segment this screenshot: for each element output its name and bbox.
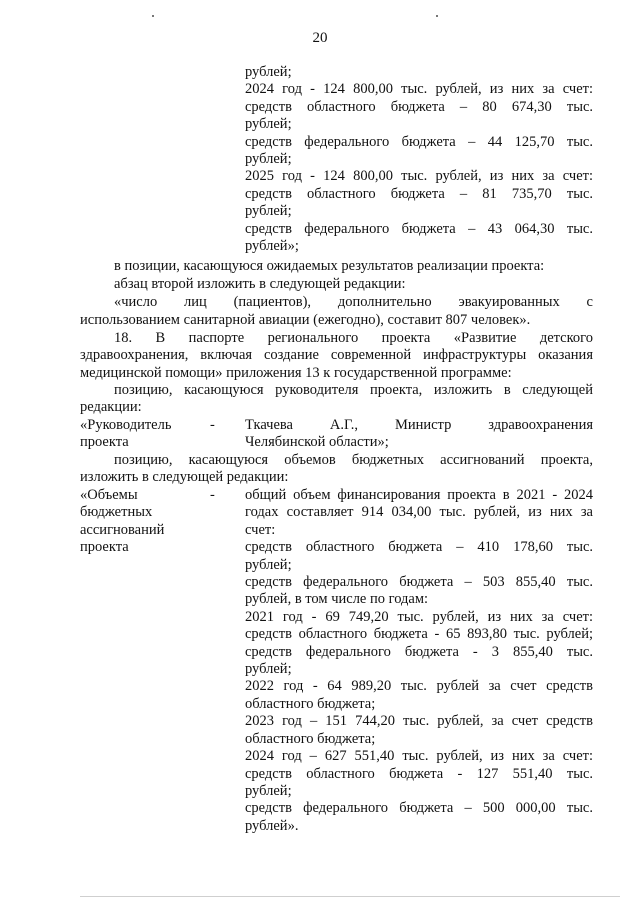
scan-footer-rule (80, 896, 620, 897)
item-18-line: медицинской помощи» приложения 13 к государственной программе: (80, 364, 512, 381)
list-line: средств областного бюджета – 81 735,70 тыс. (245, 185, 593, 202)
volume-line: общий объем финансирования проекта в 2021 - 2024 (245, 487, 593, 503)
list-line: средств федерального бюджета – 44 125,70 тыс. (245, 133, 593, 150)
volume-label-line: проекта (80, 539, 129, 556)
volume-value (245, 487, 593, 835)
head-label (80, 417, 171, 452)
item-18-line: здравоохранения, включая создание современной инфраструктуры оказания (80, 347, 593, 364)
volume-label (80, 487, 164, 557)
volume-line: 2022 год - 64 989,20 тыс. рублей за счет средств (245, 678, 593, 695)
list-line: 2024 год - 124 800,00 тыс. рублей, из них за счет: (245, 81, 593, 98)
volume-label-line: «Объемы (80, 487, 138, 503)
scan-speck (436, 15, 438, 17)
list-line: рублей; (245, 116, 292, 133)
list-line: рублей»; (245, 238, 299, 255)
head-label-line: проекта (80, 434, 129, 451)
volume-label-line: ассигнований (80, 521, 165, 538)
volume-line: областного бюджета; (245, 730, 376, 747)
volume-line: рублей». (245, 817, 299, 834)
volume-line: средств областного бюджета - 127 551,40 тыс. (245, 765, 593, 782)
volume-line: средств областного бюджета - 65 893,80 тыс. рублей; (245, 626, 593, 643)
list-line: средств федерального бюджета – 43 064,30 тыс. (245, 220, 593, 237)
volume-dash: - (210, 487, 215, 503)
scan-speck (152, 15, 154, 17)
quote-line: «число лиц (пациентов), дополнительно эвакуированных с (114, 294, 593, 310)
list-line: 2025 год - 124 800,00 тыс. рублей, из них за счет: (245, 168, 593, 185)
volume-line: рублей; (245, 556, 292, 573)
quote-line: использованием санитарной авиации (ежегодно), составит 807 человек». (80, 312, 531, 328)
head-value-line: Челябинской области»; (245, 434, 389, 451)
head-value-line: Ткачева А.Г., Министр здравоохранения (245, 417, 593, 433)
volume-line: 2023 год – 151 744,20 тыс. рублей, за счет средств (245, 713, 593, 730)
head-instruction (80, 382, 593, 417)
volume-line: рублей; (245, 782, 292, 799)
item-18 (80, 330, 593, 382)
list-line: рублей; (245, 64, 292, 80)
volume-line: средств федерального бюджета – 500 000,00 тыс. (245, 800, 593, 817)
volume-line: годах составляет 914 034,00 тыс. рублей, из них за (245, 504, 593, 521)
head-instruction-line: редакции: (80, 399, 142, 416)
funding-list-top (245, 64, 593, 255)
list-line: рублей; (245, 203, 292, 220)
volume-line: рублей, в том числе по годам: (245, 591, 429, 608)
list-line: средств областного бюджета – 80 674,30 тыс. (245, 98, 593, 115)
volume-line: 2024 год – 627 551,40 тыс. рублей, из них за счет: (245, 748, 593, 765)
item-18-line: 18. В паспорте регионального проекта «Развитие детского (114, 330, 593, 346)
volume-line: областного бюджета; (245, 695, 376, 712)
paragraph-second: абзац второй изложить в следующей редакции: (114, 276, 406, 292)
quote-paragraph (114, 294, 593, 311)
paragraph-expected-results: в позиции, касающуюся ожидаемых результатов реализации проекта: (114, 258, 545, 274)
head-label-line: «Руководитель (80, 417, 172, 433)
list-line: рублей; (245, 151, 292, 168)
volume-line: счет: (245, 521, 276, 538)
volume-instruction-line: изложить в следующей редакции: (80, 469, 289, 486)
volume-label-line: бюджетных (80, 504, 153, 521)
volume-line: рублей; (245, 661, 292, 678)
page-number: 20 (312, 30, 328, 46)
volume-line: 2021 год - 69 749,20 тыс. рублей, из них за счет: (245, 608, 593, 625)
head-instruction-line: позицию, касающуюся руководителя проекта, изложить в следующей (114, 382, 593, 398)
volume-line: средств федерального бюджета - 3 855,40 тыс. (245, 643, 593, 660)
volume-instruction (80, 452, 593, 487)
volume-line: средств областного бюджета – 410 178,60 тыс. (245, 539, 593, 556)
head-dash: - (210, 417, 215, 433)
volume-instruction-line: позицию, касающуюся объемов бюджетных ассигнований проекта, (114, 452, 593, 468)
volume-line: средств федерального бюджета – 503 855,40 тыс. (245, 574, 593, 591)
head-value (245, 417, 593, 452)
